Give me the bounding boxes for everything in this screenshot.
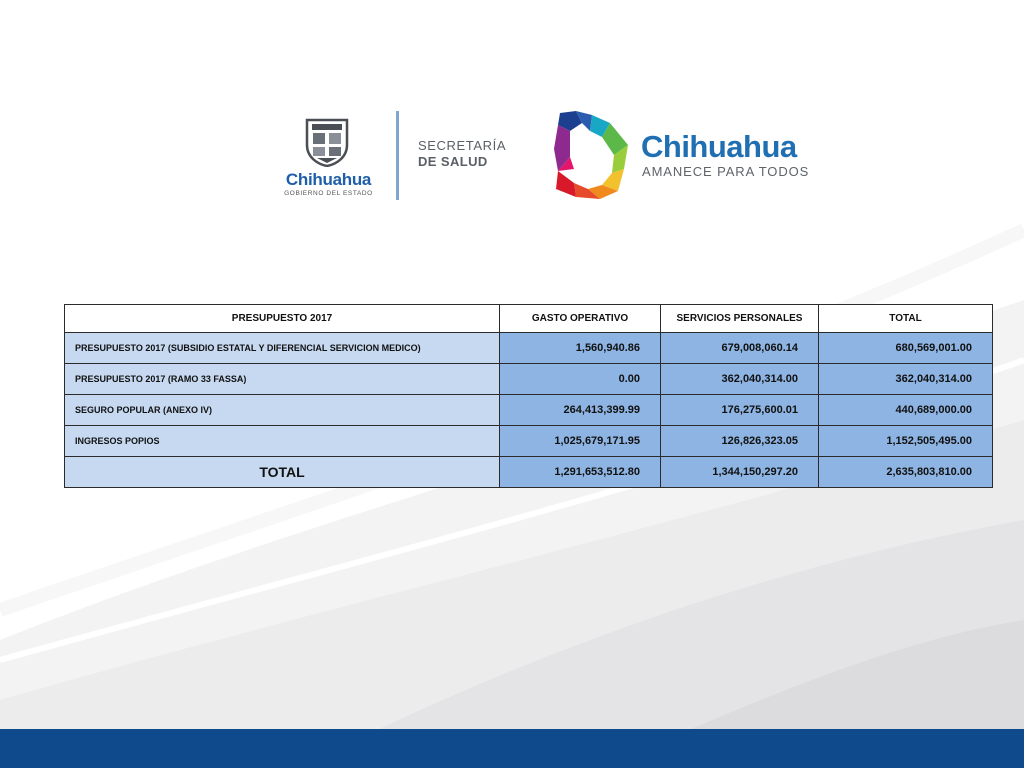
table-header-row (65, 305, 993, 333)
gasto-operativo-value: 264,413,399.99 (500, 395, 661, 426)
row-label: PRESUPUESTO 2017 (RAMO 33 FASSA) (65, 364, 500, 395)
total-value: 1,152,505,495.00 (819, 426, 993, 457)
total-gasto-operativo-value: 1,291,653,512.80 (500, 457, 661, 488)
table-row (65, 364, 993, 395)
gasto-operativo-value: 0.00 (500, 364, 661, 395)
servicios-personales-value: 679,008,060.14 (661, 333, 819, 364)
brand-tagline: AMANECE PARA TODOS (642, 164, 810, 179)
grand-total-value: 2,635,803,810.00 (819, 457, 993, 488)
servicios-personales-value: 126,826,323.05 (661, 426, 819, 457)
servicios-personales-value: 176,275,600.01 (661, 395, 819, 426)
total-servicios-personales-value: 1,344,150,297.20 (661, 457, 819, 488)
table-row (65, 395, 993, 426)
col-header-servicios-personales: SERVICIOS PERSONALES (661, 305, 819, 333)
secretaria-line-2: DE SALUD (418, 154, 488, 169)
total-value: 362,040,314.00 (819, 364, 993, 395)
gasto-operativo-value: 1,025,679,171.95 (500, 426, 661, 457)
col-header-gasto-operativo: GASTO OPERATIVO (500, 305, 661, 333)
coat-of-arms-icon (303, 117, 351, 167)
gobierno-subtitle: GOBIERNO DEL ESTADO (284, 190, 373, 197)
total-row-label: TOTAL (65, 457, 500, 488)
secretaria-line-1: SECRETARÍA (418, 138, 507, 153)
logo-divider (396, 111, 399, 200)
col-header-presupuesto: PRESUPUESTO 2017 (65, 305, 500, 333)
brand-name: Chihuahua (641, 129, 797, 164)
table-row (65, 333, 993, 364)
table-row (65, 426, 993, 457)
total-value: 440,689,000.00 (819, 395, 993, 426)
table-total-row (65, 457, 993, 488)
col-header-total: TOTAL (819, 305, 993, 333)
total-value: 680,569,001.00 (819, 333, 993, 364)
gasto-operativo-value: 1,560,940.86 (500, 333, 661, 364)
row-label: PRESUPUESTO 2017 (SUBSIDIO ESTATAL Y DIFERENCIAL SERVICION MEDICO) (65, 333, 500, 364)
footer-bar (0, 729, 1024, 768)
row-label: INGRESOS POPIOS (65, 426, 500, 457)
servicios-personales-value: 362,040,314.00 (661, 364, 819, 395)
chihuahua-mosaic-logo-icon (552, 109, 630, 201)
header-logos (0, 0, 1024, 240)
row-label: SEGURO POPULAR (ANEXO IV) (65, 395, 500, 426)
gobierno-name: Chihuahua (285, 170, 372, 189)
budget-table (64, 304, 993, 488)
